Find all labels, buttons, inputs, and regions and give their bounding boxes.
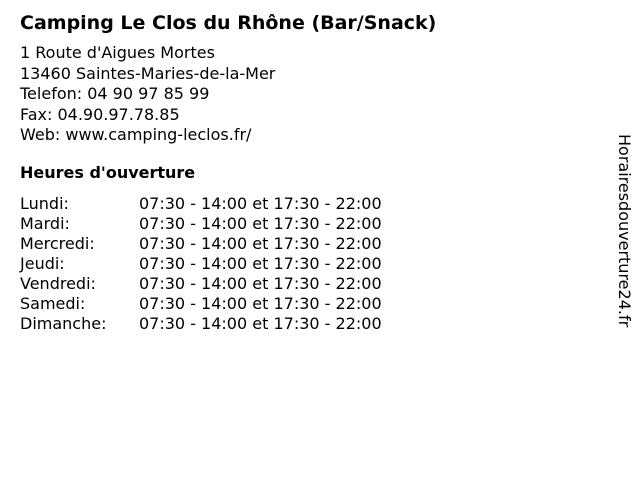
day-label: Samedi: — [20, 294, 86, 313]
day-label: Jeudi: — [20, 254, 65, 273]
fax-number: Fax: 04.90.97.78.85 — [20, 104, 180, 124]
opening-hours-heading: Heures d'ouverture — [20, 163, 196, 182]
day-hours: 07:30 - 14:00 et 17:30 - 22:00 — [139, 314, 382, 333]
day-hours: 07:30 - 14:00 et 17:30 - 22:00 — [139, 274, 382, 293]
contact-info — [20, 43, 275, 146]
hours-row-jeudi — [20, 254, 439, 274]
day-hours: 07:30 - 14:00 et 17:30 - 22:00 — [139, 234, 382, 253]
day-label: Lundi: — [20, 194, 69, 213]
phone-number: Telefon: 04 90 97 85 99 — [20, 84, 210, 103]
address-city: 13460 Saintes-Maries-de-la-Mer — [20, 63, 276, 83]
website: Web: www.camping-leclos.fr/ — [20, 125, 252, 144]
hours-row-mardi — [20, 214, 439, 234]
hours-row-dimanche — [20, 314, 439, 334]
day-label: Dimanche: — [20, 314, 107, 333]
day-label: Mercredi: — [20, 234, 95, 253]
watermark — [609, 134, 639, 374]
day-hours: 07:30 - 14:00 et 17:30 - 22:00 — [139, 254, 382, 273]
day-hours: 07:30 - 14:00 et 17:30 - 22:00 — [139, 294, 382, 313]
day-hours: 07:30 - 14:00 et 17:30 - 22:00 — [139, 214, 382, 233]
business-name: Camping Le Clos du Rhône (Bar/Snack) — [20, 12, 437, 34]
day-label: Mardi: — [20, 214, 70, 233]
day-label: Vendredi: — [20, 274, 96, 293]
hours-row-lundi — [20, 194, 439, 214]
opening-hours-table — [20, 194, 439, 334]
watermark-text: Horairesdouverture24.fr — [615, 134, 634, 328]
hours-row-samedi — [20, 294, 439, 314]
address-street: 1 Route d'Aigues Mortes — [20, 43, 215, 62]
hours-row-mercredi — [20, 234, 439, 254]
day-hours: 07:30 - 14:00 et 17:30 - 22:00 — [139, 194, 382, 213]
hours-row-vendredi — [20, 274, 439, 294]
